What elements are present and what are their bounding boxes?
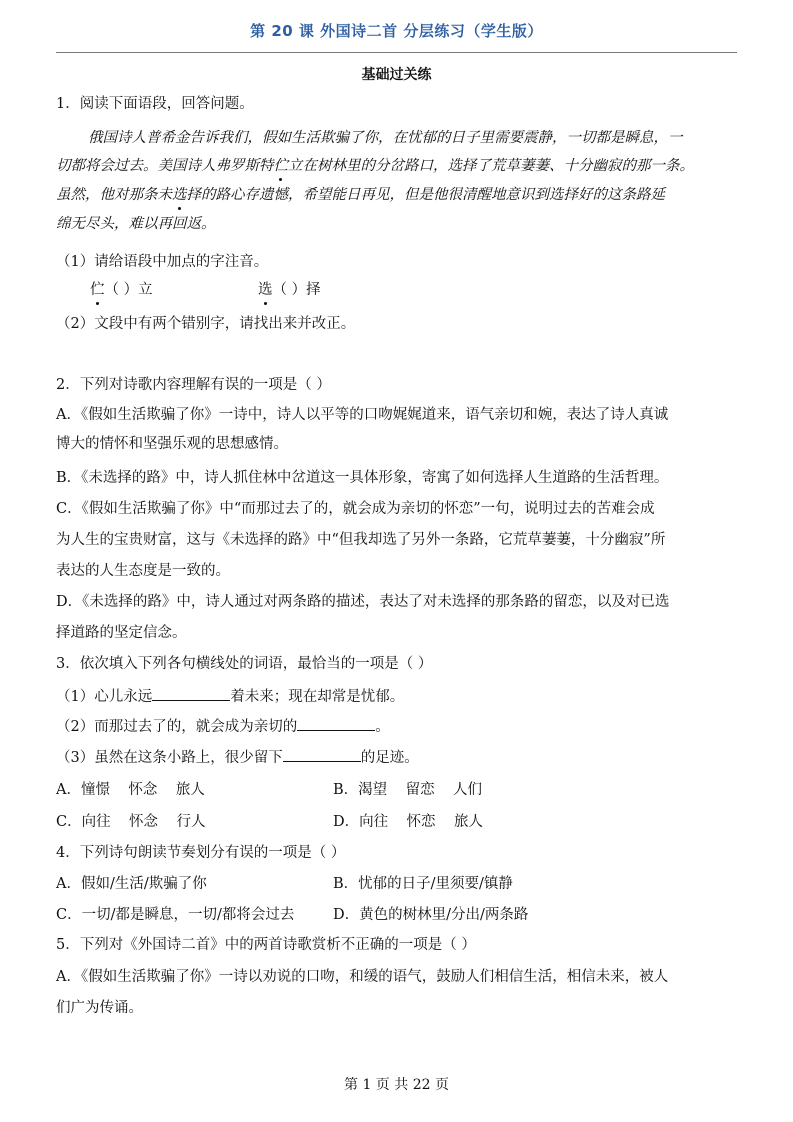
page-header-title: 第 20 课 外国诗二首 分层练习（学生版） xyxy=(250,22,543,40)
q3-text: （1）心儿永远 xyxy=(56,689,153,705)
q2-line: C．《假如生活欺骗了你》中“而那过去了的，就会成为亲切的怀恋”一句，说明过去的苦难会成 xyxy=(56,501,655,517)
q3-option-d: D．向往 怀恋 旅人 xyxy=(333,814,483,830)
q1-passage-line-3 xyxy=(56,185,665,205)
q1-pinyin-paren: （ ）择 xyxy=(272,282,321,298)
q2-line: B．《未选择的路》中，诗人抓住林中岔道这一具体形象，寄寓了如何选择人生道路的生活哲理。 xyxy=(56,470,669,486)
q2-line: A．《假如生活欺骗了你》一诗中，诗人以平等的口吻娓娓道来，语气亲切和婉，表达了诗人真诚 xyxy=(56,407,669,423)
q3-option-c: C．向往 怀念 行人 xyxy=(56,814,206,830)
q1-dotted-char: 伫 xyxy=(273,158,288,174)
q1-stem: 1．阅读下面语段，回答问题。 xyxy=(56,96,254,112)
q3-text: 着未来；现在却常是忧郁。 xyxy=(230,689,405,705)
q1-pinyin-blank-1 xyxy=(90,280,153,300)
q3-text: （2）而那过去了的，就会成为亲切的 xyxy=(56,719,298,735)
q2-line: 博大的情怀和坚强乐观的思想感情。 xyxy=(56,436,288,452)
q1-dotted-char: 选 xyxy=(172,187,187,203)
q1-passage-text: 立在树林里的分岔路口，选择了荒草萋萋、十分幽寂的那一条。 xyxy=(288,158,694,174)
q1-dotted-char: 选 xyxy=(258,282,273,298)
q3-option-a: A．憧憬 怀念 旅人 xyxy=(56,782,205,798)
section-title: 基础过关练 xyxy=(361,67,432,83)
q1-passage-text: 虽然，他对那条未 xyxy=(56,187,172,203)
q1-passage-line-2 xyxy=(56,156,694,176)
q3-blank-2 xyxy=(297,716,375,731)
q3-option-b: B．渴望 留恋 人们 xyxy=(333,782,483,798)
q2-stem: 2．下列对诗歌内容理解有误的一项是（ ） xyxy=(56,377,331,393)
q4-option-c: C．一切/都是瞬息，一切/都将会过去 xyxy=(56,907,295,923)
q3-text: 。 xyxy=(375,719,390,735)
q1-passage-text: 切都将会过去。美国诗人弗罗斯特 xyxy=(56,158,274,174)
q4-stem: 4．下列诗句朗读节奏划分有误的一项是（ ） xyxy=(56,845,346,861)
q2-line: D．《未选择的路》中，诗人通过对两条路的描述，表达了对未选择的那条路的留恋，以及对已选 xyxy=(56,594,670,610)
q1-passage-line-4: 绵无尽头，难以再回返。 xyxy=(56,216,216,232)
q1-sub-1: （1）请给语段中加点的字注音。 xyxy=(56,254,269,270)
q1-pinyin-paren: （ ）立 xyxy=(104,282,153,298)
q1-dotted-char: 伫 xyxy=(90,282,105,298)
header-divider xyxy=(56,52,737,53)
q3-text: 的足迹。 xyxy=(360,750,419,766)
q3-stem: 3．依次填入下列各句横线处的词语，最恰当的一项是（ ） xyxy=(56,656,433,672)
q1-pinyin-blank-2 xyxy=(258,280,321,300)
q2-line: 表达的人生态度是一致的。 xyxy=(56,563,230,579)
q4-option-d: D．黄色的树林里/分出/两条路 xyxy=(333,907,529,923)
q1-passage-text: 择的路心存遗憾，希望能日再见，但是他很清醒地意识到选择好的这条路延 xyxy=(186,187,665,203)
q2-line: 择道路的坚定信念。 xyxy=(56,625,187,641)
q3-blank-3 xyxy=(283,747,361,762)
q3-sentence-1 xyxy=(56,686,404,707)
q5-stem: 5．下列对《外国诗二首》中的两首诗歌赏析不正确的一项是（ ） xyxy=(56,937,476,953)
q2-line: 为人生的宝贵财富，这与《未选择的路》中“但我却选了另外一条路，它荒草萋萋，十分幽寂”所 xyxy=(56,532,666,548)
q3-sentence-2 xyxy=(56,716,390,737)
q4-option-b: B．忧郁的日子/里须要/镇静 xyxy=(333,876,513,892)
q5-line: 们广为传诵。 xyxy=(56,1000,143,1016)
q3-sentence-3 xyxy=(56,747,419,768)
q1-sub-2: （2）文段中有两个错别字，请找出来并改正。 xyxy=(56,316,356,332)
q4-option-a: A．假如/生活/欺骗了你 xyxy=(56,876,207,892)
page-footer: 第 1 页 共 22 页 xyxy=(344,1077,449,1093)
q3-text: （3）虽然在这条小路上，很少留下 xyxy=(56,750,283,766)
q1-passage-line-1: 俄国诗人普希金告诉我们，假如生活欺骗了你，在忧郁的日子里需要震静，一切都是瞬息，一 xyxy=(88,130,683,146)
q5-line: A．《假如生活欺骗了你》一诗以劝说的口吻，和缓的语气，鼓励人们相信生活，相信未来，被人 xyxy=(56,969,669,985)
q3-blank-1 xyxy=(152,686,230,701)
